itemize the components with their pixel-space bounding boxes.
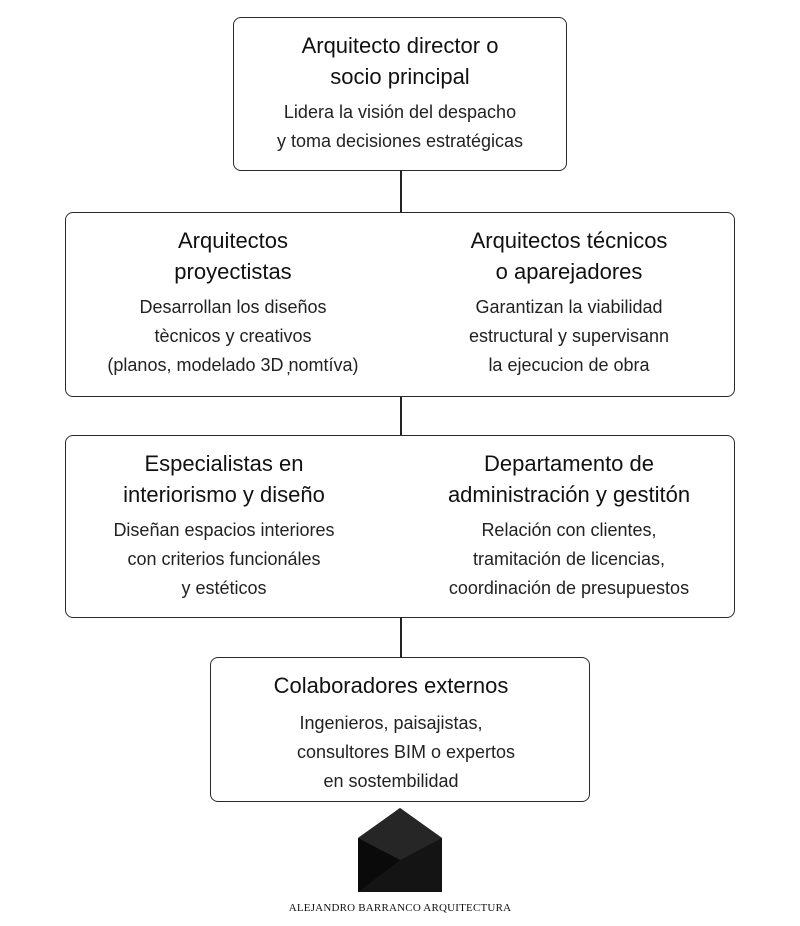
proyectistas-cell — [66, 225, 400, 380]
colaboradores-description: Ingenieros, paisajistas, consultores BIM o expertos en sostembilidad — [296, 713, 516, 791]
administracion-title: Departamento de administración y gestitón — [447, 451, 691, 507]
row1-box — [65, 212, 735, 397]
tecnicos-description: Garantizan la viabilidad estructural y supervisann la ejecucion de obra — [468, 297, 670, 375]
tecnicos-title: Arquitectos técnicos o aparejadores — [470, 228, 668, 284]
colaboradores-box — [210, 657, 590, 802]
row2-box — [65, 435, 735, 618]
proyectistas-title: Arquitectos proyectistas — [174, 228, 292, 284]
director-title: Arquitecto director o socio principal — [301, 33, 499, 89]
brand-name: ALEJANDRO BARRANCO ARQUITECTURA — [288, 902, 512, 914]
administracion-description: Relación con clientes, tramitación de licencias, coordinación de presupuestos — [448, 520, 690, 598]
interiorismo-title: Especialistas en interiorismo y diseño — [123, 451, 325, 507]
colaboradores-title: Colaboradores externos — [273, 673, 509, 698]
house-logo-icon — [358, 808, 442, 892]
tecnicos-cell — [402, 225, 736, 380]
interiorismo-description: Diseñan espacios interiores con criterios funcionáles y estéticos — [113, 520, 335, 598]
administracion-cell — [402, 448, 736, 603]
director-description: Lidera la visión del despacho y toma decisiones estratégicas — [276, 102, 524, 151]
proyectistas-description: Desarrollan los diseños tècnicos y creativos (planos, modelado 3D ̦nomtíva) — [107, 297, 359, 375]
interiorismo-cell — [66, 448, 382, 603]
director-box — [233, 17, 567, 171]
